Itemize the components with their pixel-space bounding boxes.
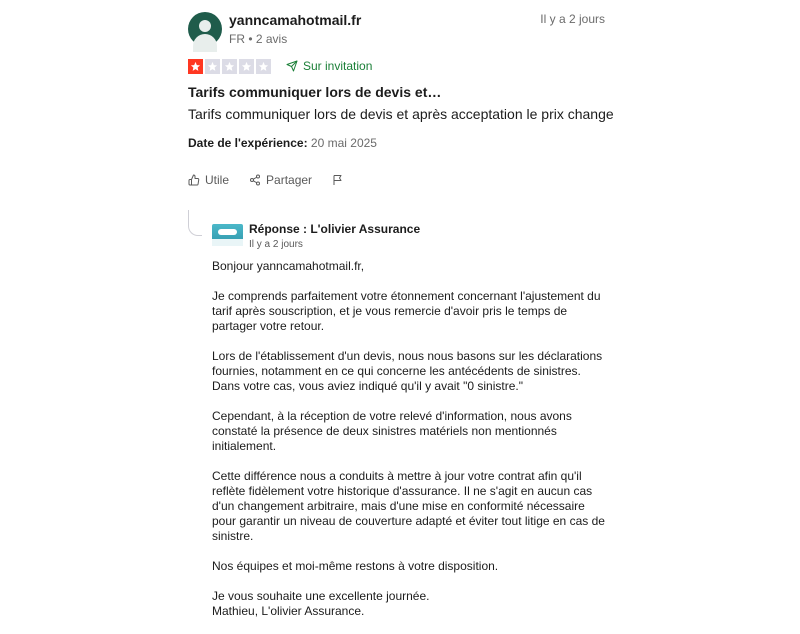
reply-paragraph: Bonjour yanncamahotmail.fr, <box>212 259 365 273</box>
review-title[interactable]: Tarifs communiquer lors de devis et… <box>188 84 442 100</box>
reply-paragraph: Cependant, à la réception de votre relevé d'information, nous avons constaté la présence de deux sinistres matériels non mentionnés initialement. <box>212 409 572 453</box>
reply-body <box>212 259 607 634</box>
thumbs-up-icon <box>188 174 200 186</box>
review-date: Il y a 2 jours <box>540 12 605 26</box>
useful-button[interactable] <box>188 173 229 187</box>
star-icon <box>188 59 203 74</box>
logo-mark <box>218 229 237 235</box>
reviewer-name[interactable]: yanncamahotmail.fr <box>229 12 362 28</box>
flag-icon <box>332 174 344 186</box>
share-button[interactable] <box>249 173 312 187</box>
share-label: Partager <box>266 173 313 187</box>
experience-date <box>188 136 377 150</box>
reply-signature: Je vous souhaite une excellente journée. Mathieu, L'olivier Assurance. <box>212 589 430 618</box>
reply-title: Réponse : L'olivier Assurance <box>249 222 421 236</box>
logo-band <box>212 239 243 246</box>
reply-date: Il y a 2 jours <box>249 239 303 250</box>
star-icon <box>256 59 271 74</box>
paper-plane-icon <box>286 60 298 72</box>
review-text: Tarifs communiquer lors de devis et après acceptation le prix change <box>188 106 614 122</box>
star-icon <box>239 59 254 74</box>
reviewer-meta: FR • 2 avis <box>229 32 288 46</box>
avatar-head <box>199 20 211 32</box>
reply-paragraph: Je comprends parfaitement votre étonnement concernant l'ajustement du tarif après souscription, et je vous remercie d'avoir pris le temps de partager votre retour. <box>212 289 601 333</box>
review-actions <box>188 173 344 187</box>
reply-paragraph: Lors de l'établissement d'un devis, nous nous basons sur les déclarations fournies, notamment en ce qui concerne les antécédents de sinistres. Dans votre cas, vous aviez indiqué qu'il y avait "0 sinistre." <box>212 349 603 393</box>
reply-paragraph: Nos équipes et moi-même restons à votre disposition. <box>212 559 499 573</box>
invitation-label: Sur invitation <box>303 59 373 73</box>
star-icon <box>205 59 220 74</box>
report-button[interactable] <box>332 174 344 186</box>
company-logo <box>212 224 243 246</box>
reply-paragraph: Cette différence nous a conduits à mettre à jour votre contrat afin qu'il reflète fidèlement votre historique d'assurance. Il ne s'agit en aucun cas d'un changement arbitraire, mais d'une mise en conformité nécessaire pour garantir un niveau de couverture adapté et éviter tout litige en cas de sinistre. <box>212 469 605 543</box>
share-icon <box>249 174 261 186</box>
experience-value: 20 mai 2025 <box>310 136 377 150</box>
avatar[interactable] <box>188 12 222 46</box>
useful-label: Utile <box>205 173 230 187</box>
star-rating <box>188 59 271 74</box>
avatar-body <box>193 34 217 52</box>
invitation-badge[interactable] <box>286 59 372 73</box>
star-icon <box>222 59 237 74</box>
experience-label: Date de l'expérience: <box>188 136 308 150</box>
reply-connector <box>188 210 202 236</box>
